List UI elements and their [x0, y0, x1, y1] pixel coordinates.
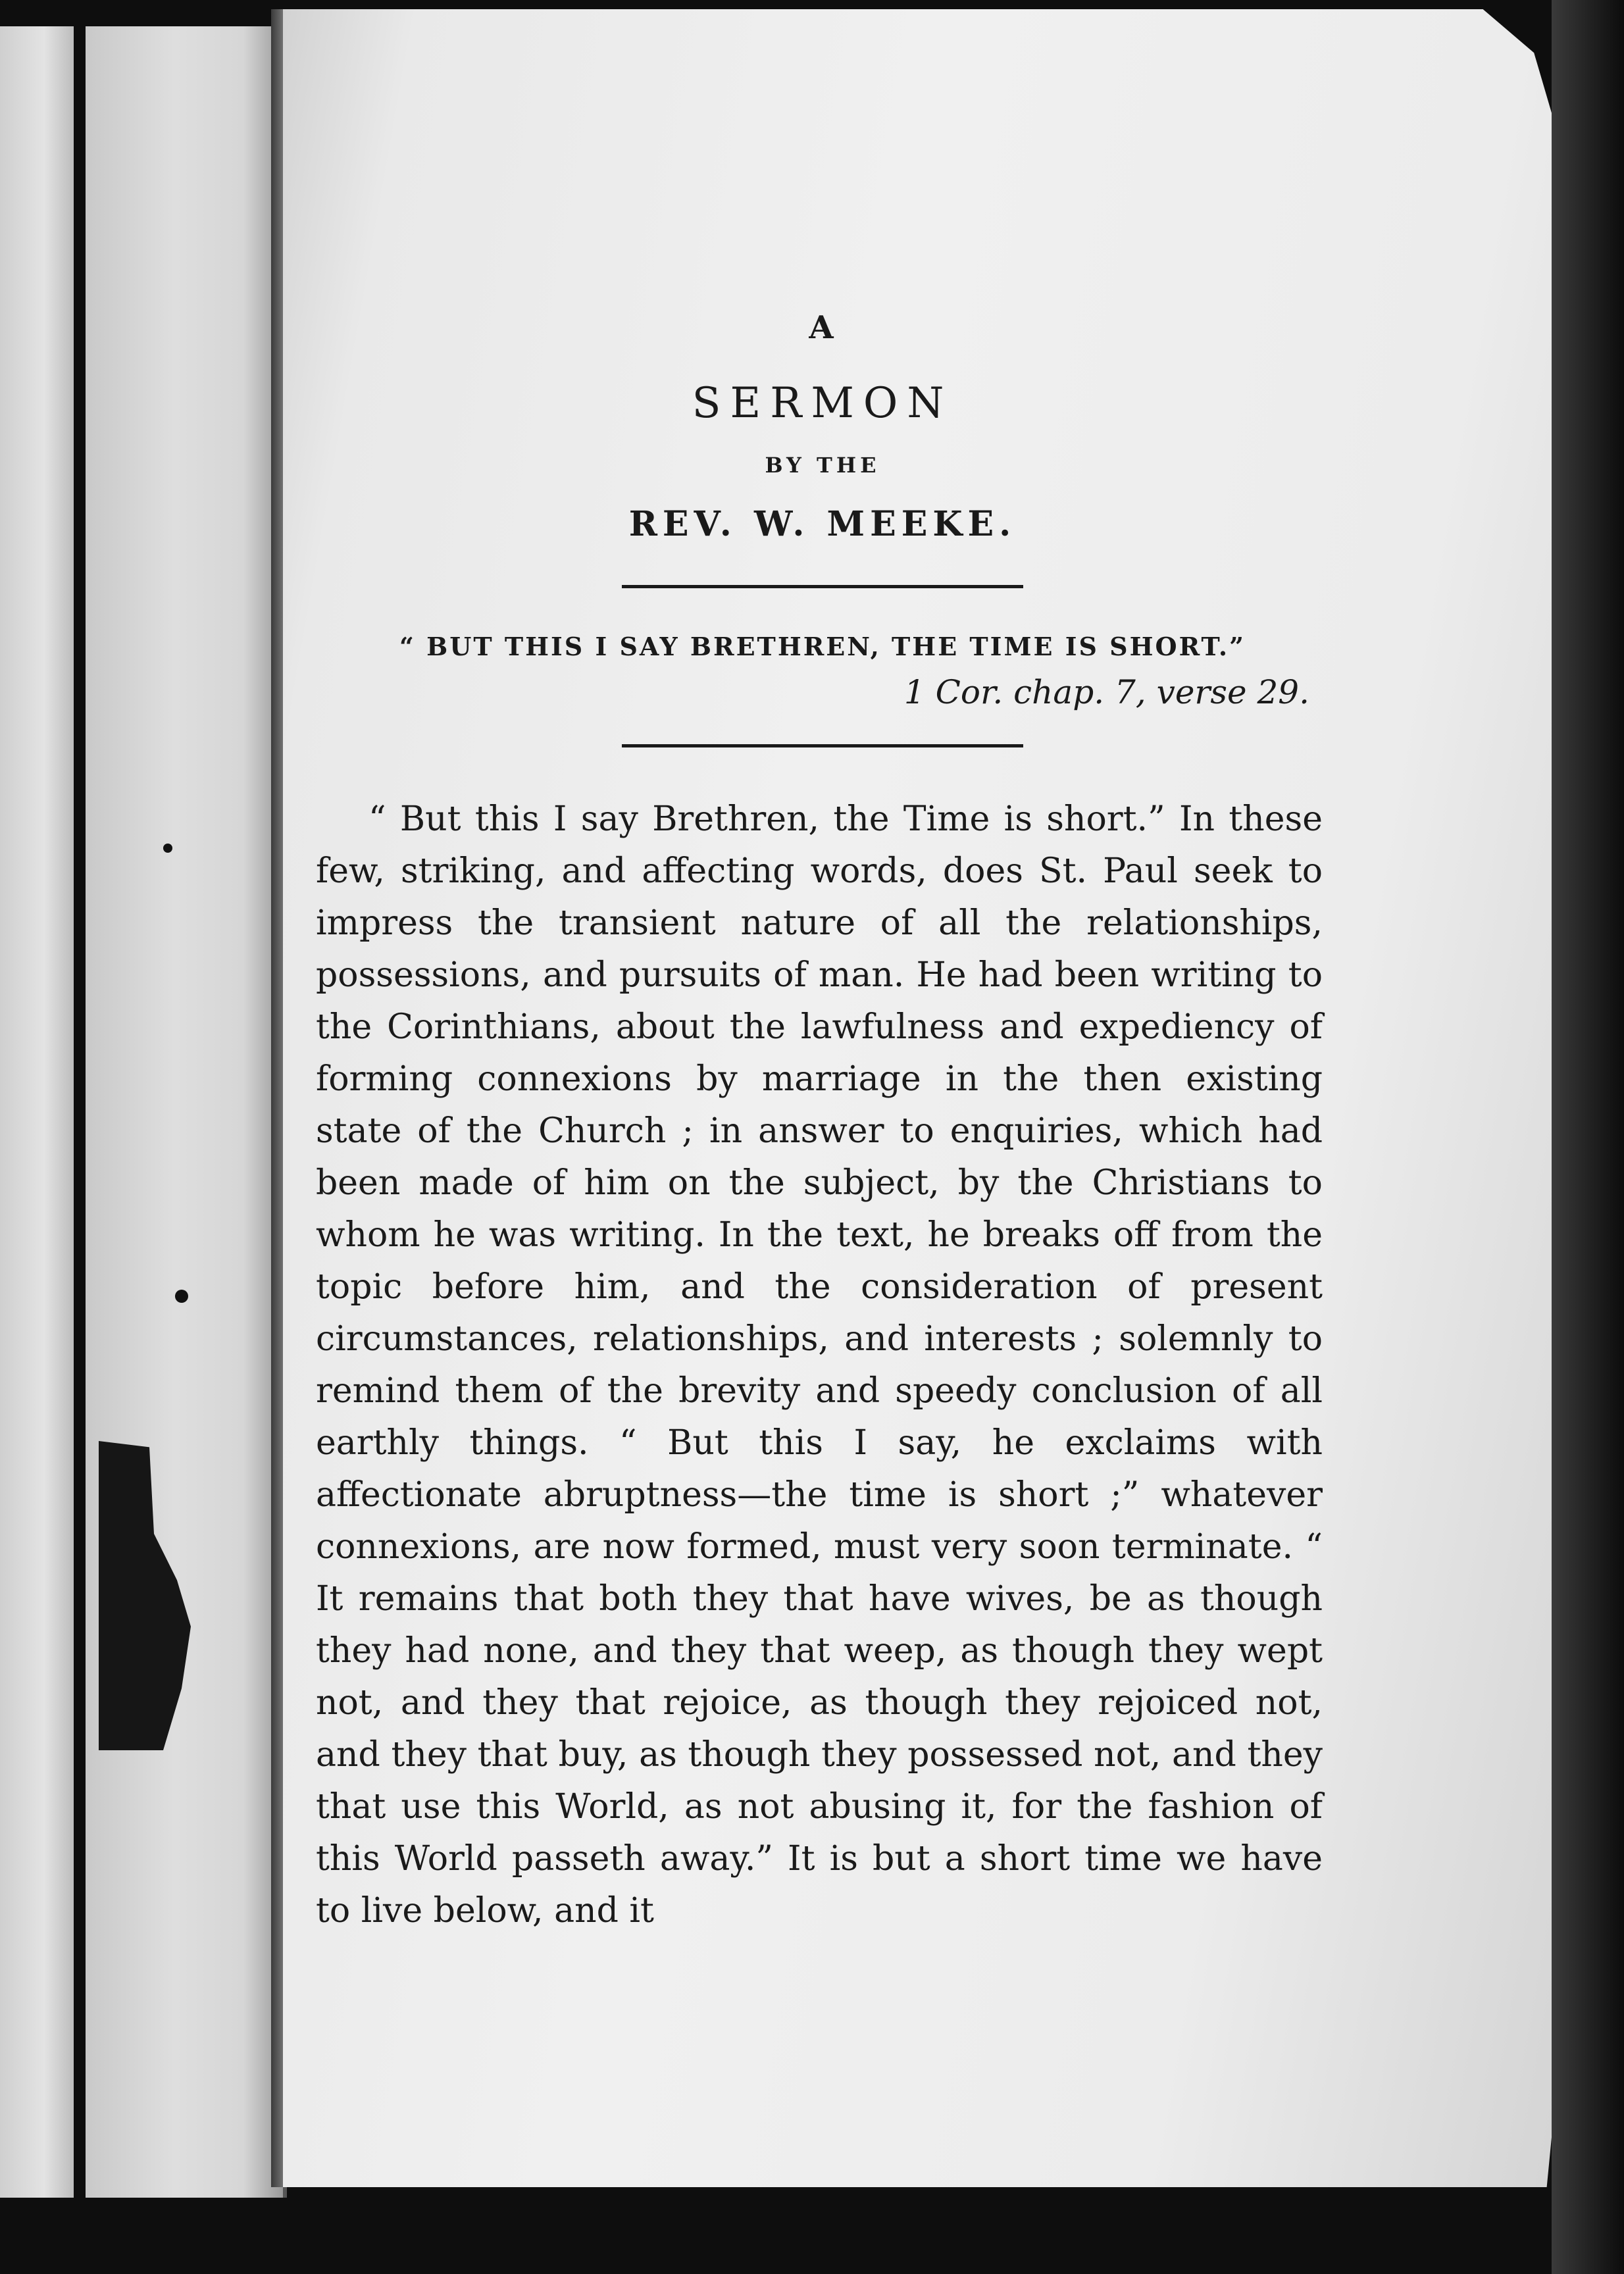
page-content [316, 309, 1329, 1937]
ink-speck [175, 1290, 188, 1303]
divider-rule [622, 585, 1023, 588]
heading-a: A [809, 309, 836, 346]
facing-page-edge [86, 26, 287, 2198]
divider-rule [622, 744, 1023, 747]
heading-by-the: BY THE [765, 453, 880, 478]
ink-speck [163, 844, 172, 853]
left-binding-strip [0, 26, 74, 2198]
right-scan-border [1552, 0, 1624, 2274]
heading-author: REV. W. MEEKE. [628, 504, 1017, 544]
sermon-body-text: “ But this I say Brethren, the Time is short.” In these few, striking, and affecting words, does St. Paul seek to impress the transient nature of all the relationships, possessions, and pursuits of man. He had been writing to the Corinthians, about the lawfulness and expediency of forming connexions by marriage in the then existing state of the Church ; in answer to enquiries, which had been made of him on the subject, by the Christians to whom he was writing. In the text, he breaks off from the topic before him, and the consideration of present circumstances, relationships, and interests ; solemnly to remind them of the brevity and speedy conclusion of all earthly things. “ But this I say, he exclaims with affectionate abruptness—the time is short ;” whatever connexions, are now formed, must very soon terminate. “ It remains that both they that have wives, be as though they had none, and they that weep, as though they wept not, and they that rejoice, as though they rejoiced not, and they that buy, as though they possessed not, and they that use this World, as not abusing it, for the fashion of this World passeth away.” It is but a short time we have to live below, and it [316, 799, 1323, 1931]
epigraph: “ BUT THIS I SAY BRETHREN, THE TIME IS SHORT.” [399, 632, 1246, 661]
scripture-citation: 1 Cor. chap. 7, verse 29. [903, 673, 1309, 711]
heading-sermon: SERMON [692, 379, 953, 428]
